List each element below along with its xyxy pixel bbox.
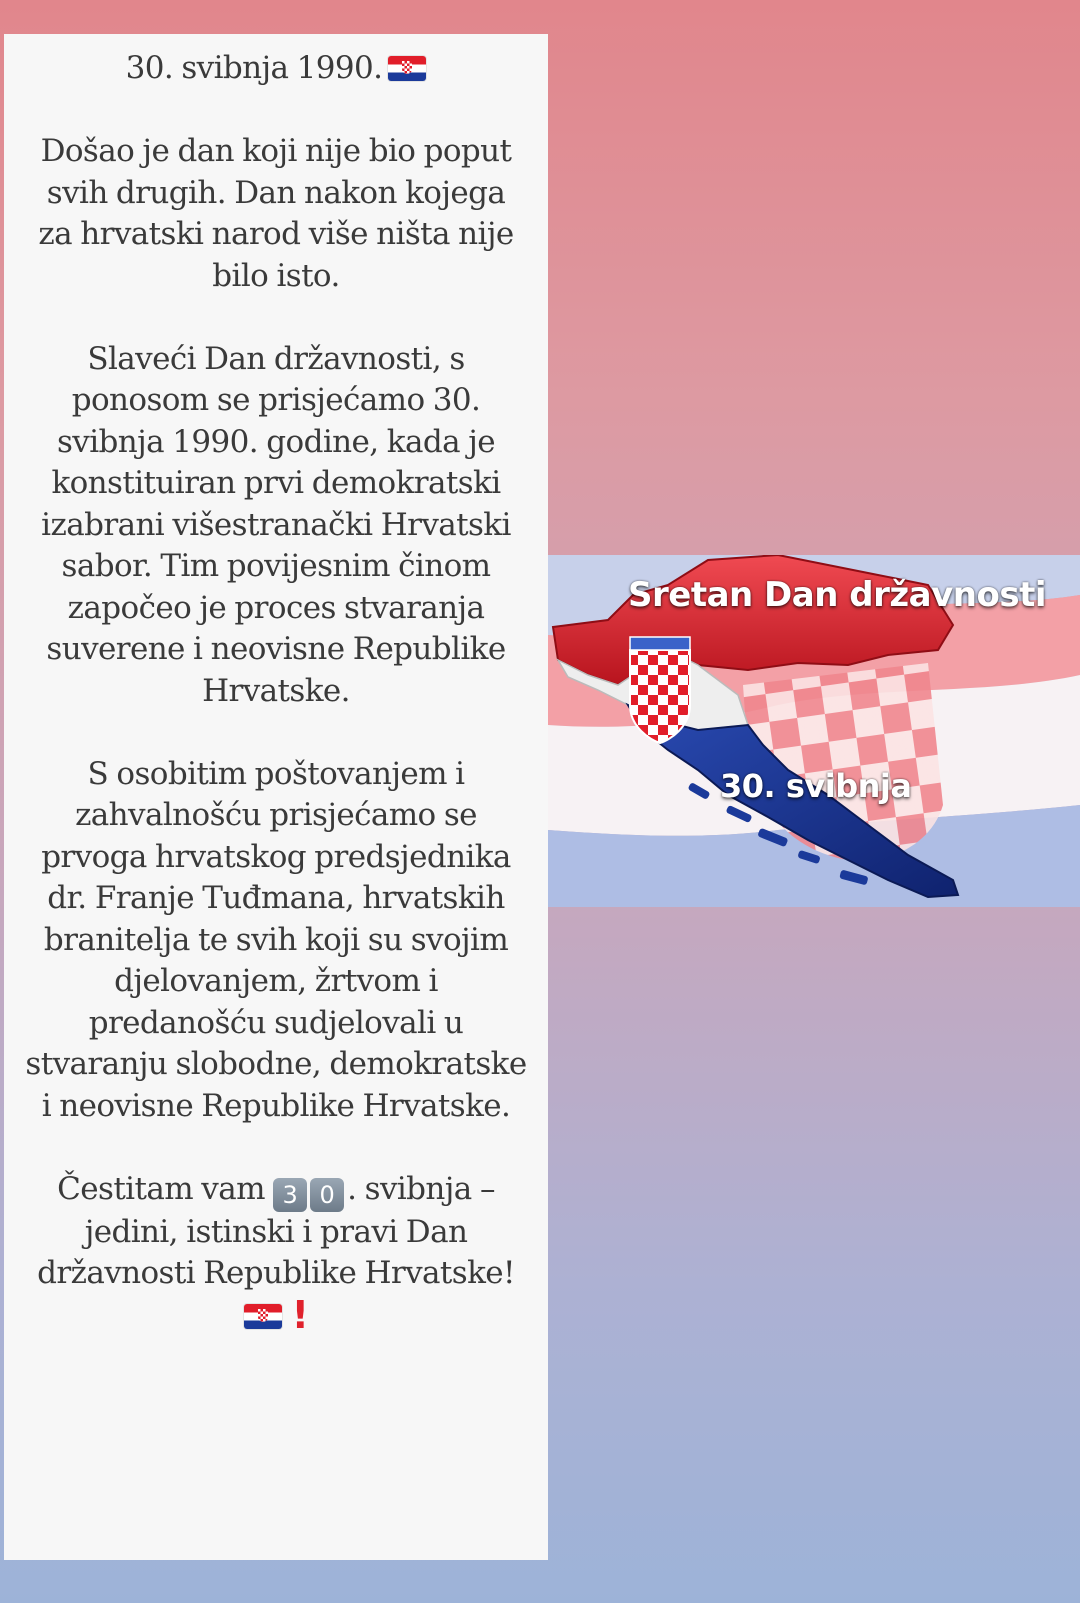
state-day-image bbox=[548, 555, 1080, 907]
text-line: i neovisne Republike Hrvatske. bbox=[41, 1087, 511, 1124]
text-line: dr. Franje Tuđmana, hrvatskih bbox=[47, 880, 505, 916]
text-line: Hrvatske. bbox=[202, 672, 350, 709]
text-line: za hrvatski narod više ništa nije bbox=[38, 216, 514, 252]
text-line: sabor. Tim povijesnim činom bbox=[61, 548, 491, 584]
emoji-line bbox=[16, 1292, 536, 1338]
text-line bbox=[16, 1169, 536, 1212]
paragraph-3 bbox=[16, 754, 536, 1128]
text-line: ponosom se prisjećamo 30. bbox=[71, 382, 481, 418]
image-title: Sretan Dan državnosti bbox=[628, 575, 1046, 615]
text-line: izabrani višestranački Hrvatski bbox=[41, 506, 511, 543]
text-line: suverene i neovisne Republike bbox=[46, 631, 506, 667]
text-line: predanošću sudjelovali u bbox=[88, 1004, 464, 1041]
paragraph-4 bbox=[16, 1169, 536, 1338]
congrats-suffix: . svibnja – bbox=[347, 1170, 495, 1207]
text-line: jedini, istinski i pravi Dan bbox=[84, 1213, 468, 1250]
paragraph-2 bbox=[16, 339, 536, 713]
text-line: S osobitim poštovanjem i bbox=[87, 755, 465, 792]
exclamation-icon: ! bbox=[291, 1292, 309, 1337]
text-line: djelovanjem, žrtvom i bbox=[114, 963, 438, 999]
keycap-digit-icon: 0 bbox=[310, 1178, 344, 1212]
text-line: branitelja te svih koji su svojim bbox=[43, 921, 509, 958]
keycap-digit-icon: 3 bbox=[273, 1178, 307, 1212]
post-heading bbox=[16, 48, 536, 90]
text-line: Slaveći Dan državnosti, s bbox=[87, 340, 465, 377]
croatia-flag-icon bbox=[388, 56, 426, 81]
text-line: konstituiran prvi demokratski bbox=[51, 465, 501, 501]
text-line: zahvalnošću prisjećamo se bbox=[75, 797, 477, 833]
text-line: započeo je proces stvaranja bbox=[67, 589, 485, 626]
story-text-card bbox=[4, 34, 548, 1560]
text-line: prvoga hrvatskog predsjednika bbox=[41, 838, 511, 875]
text-line: državnosti Republike Hrvatske! bbox=[37, 1255, 515, 1291]
text-line: bilo isto. bbox=[212, 257, 340, 294]
text-line: svih drugih. Dan nakon kojega bbox=[46, 174, 506, 211]
paragraph-1 bbox=[16, 131, 536, 297]
text-line: stvaranju slobodne, demokratske bbox=[25, 1046, 527, 1082]
image-date: 30. svibnja bbox=[720, 767, 912, 805]
text-line: svibnja 1990. godine, kada je bbox=[57, 423, 495, 460]
congrats-prefix: Čestitam vam bbox=[57, 1170, 265, 1207]
croatia-flag-icon bbox=[244, 1304, 282, 1329]
text-line: Došao je dan koji nije bio poput bbox=[40, 133, 512, 169]
heading-date: 30. svibnja 1990. bbox=[125, 50, 383, 86]
